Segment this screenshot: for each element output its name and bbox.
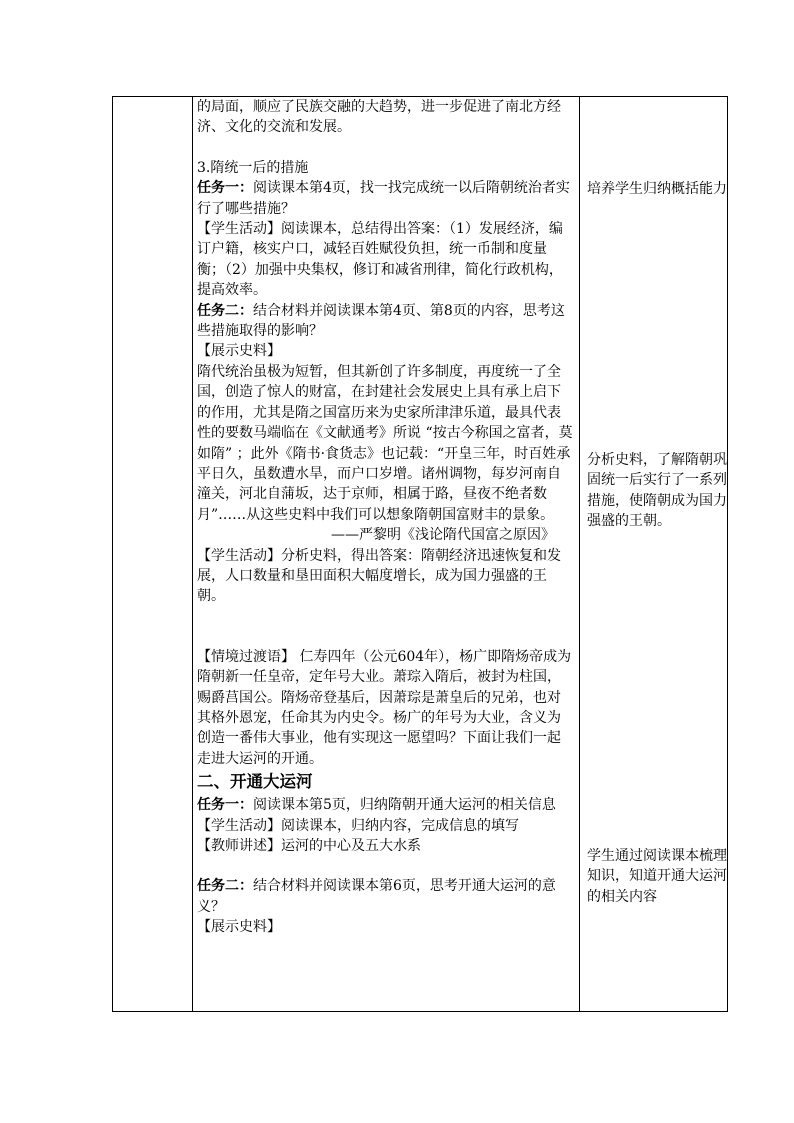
source-heading: 【展示史料】 <box>197 343 281 360</box>
design-intent-note: 培养学生归纳概括能力 <box>587 181 727 197</box>
lesson-table <box>112 96 728 1012</box>
task-text: 结合材料并阅读课本第4页、第8页的内容，思考这些措施取得的影响？ <box>197 302 565 340</box>
paragraph: 的局面，顺应了民族交融的大趋势，进一步促进了南北方经济、文化的交流和发展。 <box>197 99 561 136</box>
source-heading: 【展示史料】 <box>197 919 281 936</box>
design-intent-note: 分析史料，了解隋朝巩固统一后实行了一系列措施，使隋朝成为国力强盛的王朝。 <box>587 452 727 530</box>
activity-label: 【学生活动】 <box>197 547 281 564</box>
teacher-explanation: 【教师讲述】运河的中心及五大水系 <box>197 838 421 854</box>
task-text: 阅读课本第4页，找一找完成统一以后隋朝统治者实行了哪些措施？ <box>197 180 570 217</box>
activity-text: 阅读课本，总结得出答案：（1）发展经济，编订户籍，核实户口，减轻百姓赋役负担，统一币制和度量衡；（2）加强中央集权，修订和减省刑律，简化行政机构，提高效率。 <box>197 221 563 299</box>
student-activity: 【学生活动】阅读课本，归纳内容，完成信息的填写 <box>197 817 519 834</box>
task-label: 任务一： <box>197 180 253 197</box>
task-two <box>197 301 573 342</box>
task-label: 任务二： <box>197 878 253 895</box>
section-heading: 二、开通大运河 <box>197 772 313 792</box>
task-one <box>197 178 573 219</box>
transition-text <box>197 647 573 769</box>
student-activity <box>197 546 573 607</box>
task-text: 阅读课本第5页，归纳隋朝开通大运河的相关信息 <box>253 797 556 814</box>
task-two <box>197 876 573 917</box>
column-divider <box>579 97 580 1011</box>
activity-label: 【学生活动】 <box>197 221 281 238</box>
student-activity <box>197 219 573 301</box>
activity-text: 分析史料，得出答案：隋朝经济迅速恢复和发展，人口数量和垦田面积大幅度增长，成为国力强盛的王朝。 <box>197 547 561 605</box>
quote-source: ——严黎明《浅论隋代国富之原因》 <box>331 527 555 544</box>
transition-label: 【情境过渡语】 <box>197 648 295 665</box>
task-label: 任务一： <box>197 797 253 814</box>
design-intent-note: 学生通过阅读课本梳理知识，知道开通大运河的相关内容 <box>587 848 727 905</box>
transition-body: 仁寿四年（公元604年），杨广即隋炀帝成为隋朝新一任皇帝，定年号大业。萧琮入隋后，被封为柱国，赐爵莒国公。隋炀帝登基后，因萧琮是萧皇后的兄弟，也对其格外恩宠，任命其为内史令。杨广的年号为大业，含义为创造一番伟大事业，他有实现这一愿望吗？下面让我们一起走进大运河的开通。 <box>197 648 572 767</box>
teaching-content-column <box>193 97 577 938</box>
task-text: 结合材料并阅读课本第6页，思考开通大运河的意义？ <box>197 878 556 915</box>
subsection-title: 3.隋统一后的措施 <box>197 159 309 176</box>
task-label: 任务二： <box>197 302 253 319</box>
task-one <box>197 795 573 815</box>
historical-quote: 隋代统治虽极为短暂，但其新创了许多制度，再度统一了全国，创造了惊人的财富，在封建社会发展史上具有承上启下的作用，尤其是隋之国富历来为史家所津津乐道，最具代表性的要数马端临在《文献通考》所说 “按古今称国之富者，莫如隋” ；此外《隋书·食货志》也记载：“开皇三年，时百姓承平日久，虽数遭水旱，而户口岁增。诸州调物，每岁河南自潼关，河北自蒲坂，达于京师，相属于路，昼夜不绝者数月”……从这些史料中我们可以想象隋朝国富财丰的景象。 <box>197 363 573 523</box>
